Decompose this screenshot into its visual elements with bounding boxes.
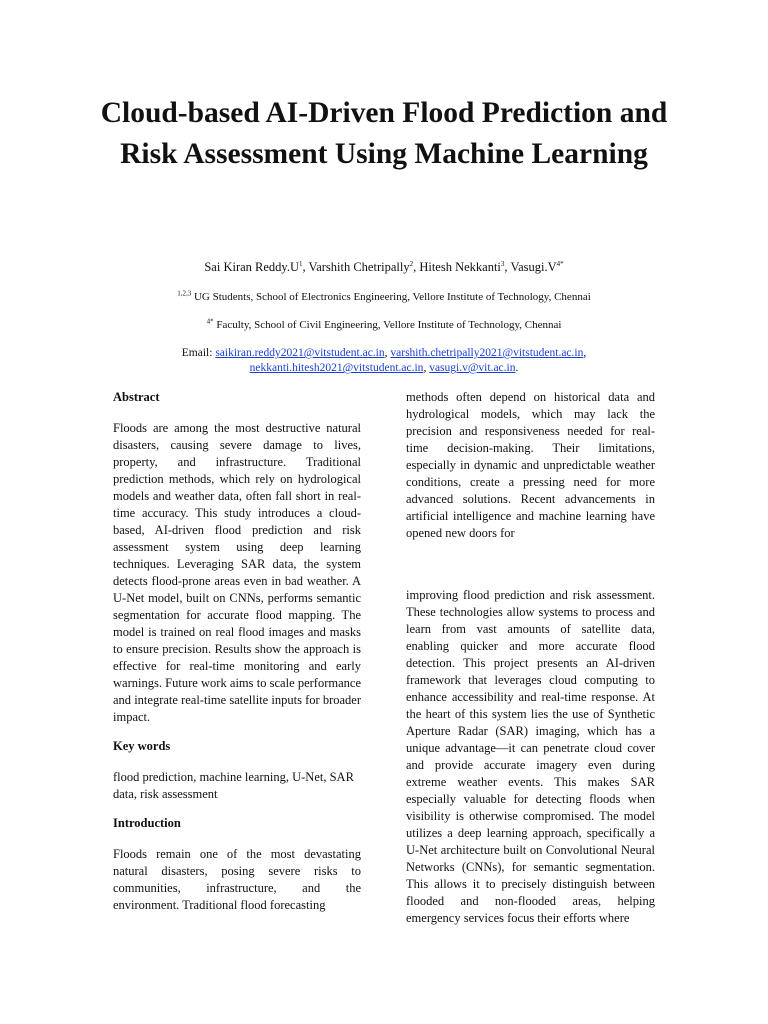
right-column-paragraph-1: methods often depend on historical data and hydrological models, which may lack the precision and responsiveness needed for real-time decision-making. Their limitations, especially in dynamic and unpredictable weather conditions, create a pressing need for more advanced solutions. Recent advancements in artificial intelligence and machine learning have opened new doors for [406,390,655,540]
author-2: Varshith Chetripally [308,260,410,274]
affiliation-2-sup: 4* [206,317,214,326]
right-column-top [406,389,655,542]
author-3-sup: 3 [500,259,505,268]
email-label: Email: [181,347,213,359]
right-column-bottom [406,587,655,927]
email-link-4[interactable]: vasugi.v@vit.ac.in [429,362,516,374]
author-1: Sai Kiran Reddy.U [204,260,300,274]
affiliation-1-text: UG Students, School of Electronics Engineering, Vellore Institute of Technology, Chennai [193,291,591,303]
keywords-heading: Key words [113,739,171,753]
email-link-2[interactable]: varshith.chetripally2021@vitstudent.ac.in [390,347,584,359]
left-column [113,389,361,914]
author-list: Sai Kiran $Reddy.U^1$, Varshith Chetripally$^2$, Hitesh Nekkanti$^3$, $Vasugi.V^{4*}$ [204,259,564,274]
author-1-sup: 1 [299,259,303,268]
author-2-sup: 2 [409,259,414,268]
author-4: Vasugi.V [510,260,557,274]
abstract-text: Floods are among the most destructive natural disasters, causing severe damage to lives, property, and infrastructure. Traditional prediction methods, which rely on hydrological models and weather data, often fall short in real-time accuracy. This study introduces a cloud-based, AI-driven flood prediction and risk assessment system using deep learning techniques. Leveraging SAR data, the system detects flood-prone areas even in bad weather. A U-Net model, built on CNNs, performs semantic segmentation for accurate flood mapping. The model is trained on real flood images and masks to ensure precision. Results show the approach is effective for real-time monitoring and early warnings. Future work aims to scale performance and integrate real-time satellite inputs for broader impact. [113,421,361,724]
introduction-heading: Introduction [113,816,181,830]
email-block: Email: saikiran.reddy2021@vitstudent.ac.in, varshith.chetripally2021@vitstudent.ac.in, nekkanti.hitesh2021@vitstudent.ac.in, vasugi.v@vit.ac.in. [181,347,587,374]
keywords-text: flood prediction, machine learning, U-Net, SAR data, risk assessment [113,770,354,801]
paper-title: Cloud-based AI-Driven Flood Prediction and Risk Assessment Using Machine Learning [100,97,668,170]
affiliation-2 [84,318,684,332]
email-link-3[interactable]: nekkanti.hitesh2021@vitstudent.ac.in [249,362,424,374]
affiliation-2-text: Faculty, School of Civil Engineering, Vellore Institute of Technology, Chennai [216,319,562,331]
introduction-text: Floods remain one of the most devastating natural disasters, posing severe risks to communities, infrastructure, and the environment. Traditional flood forecasting [113,847,361,912]
right-column-paragraph-2: improving flood prediction and risk assessment. These technologies allow systems to process and learn from vast amounts of satellite data, enabling quicker and more accurate flood detection. This project presents an AI-driven framework that leverages cloud computing to enhance accessibility and real-time response. At the heart of this system lies the use of Synthetic Aperture Radar (SAR) imaging, which has a unique advantage—it can penetrate cloud cover and provide accurate imagery even during extreme weather events. This makes SAR especially valuable for detecting floods when visibility is otherwise compromised. The model utilizes a deep learning approach, specifically a U-Net architecture built on Convolutional Neural Networks (CNNs), for semantic segmentation. This allows it to precisely distinguish between flooded and non-flooded areas, helping emergency services focus their efforts where [406,588,655,925]
author-3: Hitesh Nekkanti [419,260,501,274]
email-link-1[interactable]: saikiran.reddy2021@vitstudent.ac.in [215,347,385,359]
author-4-sup: 4* [556,259,564,268]
affiliation-1 [84,290,684,304]
abstract-heading: Abstract [113,390,160,404]
affiliation-1-sup: 1,2,3 [177,289,192,298]
